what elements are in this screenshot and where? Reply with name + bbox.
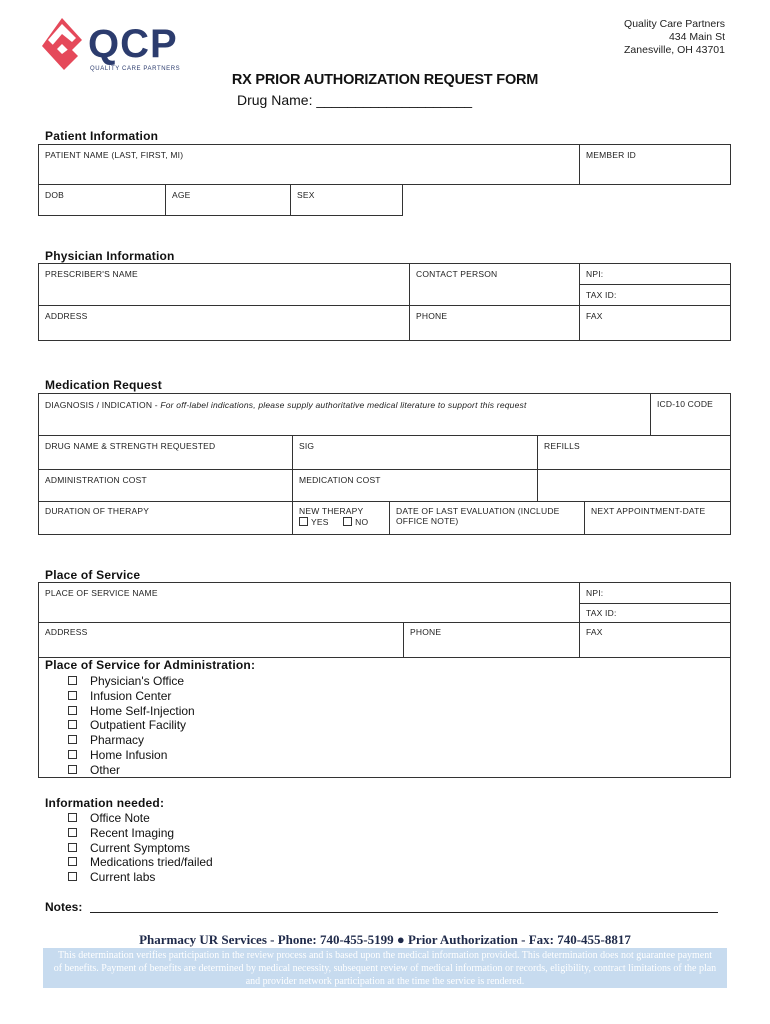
diagnosis-note: For off-label indications, please supply authoritative medical literature to support this request bbox=[160, 400, 527, 410]
drug-strength-field[interactable]: DRUG NAME & STRENGTH REQUESTED bbox=[45, 441, 216, 451]
place-address-field[interactable]: ADDRESS bbox=[45, 627, 88, 637]
administration-options-list bbox=[68, 674, 195, 778]
prescriber-name-field[interactable]: PRESCRIBER'S NAME bbox=[45, 269, 138, 279]
option-label: Outpatient Facility bbox=[90, 718, 187, 733]
notes-field[interactable] bbox=[90, 912, 718, 913]
physicians-office-checkbox[interactable] bbox=[68, 676, 77, 685]
medication-heading: Medication Request bbox=[45, 378, 162, 392]
address-line-2: 434 Main St bbox=[668, 31, 725, 43]
place-of-service-name-field[interactable]: PLACE OF SERVICE NAME bbox=[45, 588, 158, 598]
list-item bbox=[68, 674, 195, 689]
infusion-center-checkbox[interactable] bbox=[68, 691, 77, 700]
option-label: Home Self-Injection bbox=[90, 703, 195, 718]
patient-table-row2 bbox=[38, 184, 403, 216]
physician-phone-field[interactable]: PHONE bbox=[416, 311, 448, 321]
item-label: Office Note bbox=[90, 811, 150, 825]
member-id-field[interactable]: MEMBER ID bbox=[586, 150, 636, 160]
physician-fax-field[interactable]: FAX bbox=[586, 311, 603, 321]
new-therapy-label: NEW THERAPY bbox=[299, 506, 364, 516]
list-item bbox=[68, 870, 213, 885]
icd10-field[interactable]: ICD-10 CODE bbox=[657, 399, 714, 409]
administration-cost-field[interactable]: ADMINISTRATION COST bbox=[45, 475, 147, 485]
new-therapy-yes-checkbox[interactable] bbox=[299, 517, 308, 526]
new-therapy-group bbox=[293, 502, 374, 532]
dob-field[interactable]: DOB bbox=[45, 190, 65, 200]
patient-heading: Patient Information bbox=[45, 129, 159, 143]
list-item bbox=[68, 855, 213, 870]
item-label: Current labs bbox=[90, 870, 156, 885]
list-item bbox=[68, 704, 195, 719]
list-item bbox=[68, 841, 213, 856]
physician-heading: Physician Information bbox=[45, 249, 175, 263]
address-line-3: Zanesville, OH 43701 bbox=[624, 44, 725, 56]
option-label: Pharmacy bbox=[90, 733, 145, 748]
patient-name-field[interactable]: PATIENT NAME (LAST, FIRST, MI) bbox=[45, 150, 184, 160]
duration-field[interactable]: DURATION OF THERAPY bbox=[45, 506, 150, 516]
medication-cost-field[interactable]: MEDICATION COST bbox=[299, 475, 381, 485]
outpatient-facility-checkbox[interactable] bbox=[68, 720, 77, 729]
medications-tried-checkbox[interactable] bbox=[68, 857, 77, 866]
diagnosis-label: DIAGNOSIS / INDICATION - bbox=[45, 400, 161, 410]
place-of-service-heading: Place of Service bbox=[45, 568, 141, 582]
physician-address-field[interactable]: ADDRESS bbox=[45, 311, 88, 321]
sex-field[interactable]: SEX bbox=[297, 190, 315, 200]
logo-tagline: QUALITY CARE PARTNERS bbox=[90, 66, 181, 72]
home-infusion-checkbox[interactable] bbox=[68, 750, 77, 759]
patient-table-row1 bbox=[38, 144, 731, 185]
physician-npi-field[interactable]: NPI: bbox=[586, 269, 604, 279]
medication-table bbox=[38, 393, 731, 535]
logo-diamond-icon bbox=[42, 18, 86, 70]
recent-imaging-checkbox[interactable] bbox=[68, 828, 77, 837]
home-self-injection-checkbox[interactable] bbox=[68, 706, 77, 715]
pharmacy-checkbox[interactable] bbox=[68, 735, 77, 744]
form-title: RX PRIOR AUTHORIZATION REQUEST FORM bbox=[231, 72, 539, 88]
current-symptoms-checkbox[interactable] bbox=[68, 843, 77, 852]
next-appointment-field[interactable]: NEXT APPOINTMENT-DATE bbox=[591, 506, 706, 516]
footer-contact: Pharmacy UR Services - Phone: 740-455-5199 ● Prior Authorization - Fax: 740-455-8817 bbox=[139, 932, 631, 947]
last-evaluation-field[interactable]: DATE OF LAST EVALUATION (INCLUDE OFFICE NOTE) bbox=[396, 506, 560, 526]
list-item bbox=[68, 718, 195, 733]
list-item bbox=[68, 733, 195, 748]
no-label: NO bbox=[355, 517, 369, 527]
contact-person-field[interactable]: CONTACT PERSON bbox=[416, 269, 498, 279]
notes-label: Notes: bbox=[45, 900, 83, 914]
option-label: Physician's Office bbox=[90, 674, 185, 688]
list-item bbox=[68, 689, 195, 704]
logo-letters: QCP bbox=[88, 22, 178, 66]
disclaimer-text: This determination verifies participation in the review process and is based upon the medical information provided. This determination does not guarantee payment of benefits. Payment of benefits are determined by medical necessity, subsequent review of medical information or records, eligibility, contract limitations of the plan and provider network participation at the time the service is rendered. bbox=[43, 948, 727, 988]
other-checkbox[interactable] bbox=[68, 765, 77, 774]
information-needed-list bbox=[68, 811, 213, 885]
option-label: Infusion Center bbox=[90, 688, 172, 703]
item-label: Medications tried/failed bbox=[90, 855, 213, 870]
administration-heading: Place of Service for Administration: bbox=[45, 658, 256, 672]
qcp-logo bbox=[42, 18, 192, 74]
new-therapy-no-checkbox[interactable] bbox=[343, 517, 352, 526]
physician-table bbox=[38, 263, 731, 341]
place-phone-field[interactable]: PHONE bbox=[410, 627, 442, 637]
drug-name-field[interactable]: Drug Name: ____________________ bbox=[237, 92, 473, 108]
sig-field[interactable]: SIG bbox=[299, 441, 315, 451]
physician-tax-id-field[interactable]: TAX ID: bbox=[586, 290, 617, 300]
list-item bbox=[68, 811, 213, 826]
place-npi-field[interactable]: NPI: bbox=[586, 588, 604, 598]
item-label: Recent Imaging bbox=[90, 825, 175, 840]
option-label: Home Infusion bbox=[90, 747, 168, 762]
company-address bbox=[624, 18, 725, 57]
office-note-checkbox[interactable] bbox=[68, 813, 77, 822]
current-labs-checkbox[interactable] bbox=[68, 872, 77, 881]
diagnosis-field[interactable] bbox=[39, 396, 649, 414]
list-item bbox=[68, 748, 195, 763]
item-label: Current Symptoms bbox=[90, 840, 191, 855]
yes-label: YES bbox=[311, 517, 329, 527]
place-fax-field[interactable]: FAX bbox=[586, 627, 603, 637]
list-item bbox=[68, 826, 213, 841]
place-tax-id-field[interactable]: TAX ID: bbox=[586, 608, 617, 618]
list-item bbox=[68, 763, 195, 778]
information-needed-heading: Information needed: bbox=[45, 796, 165, 810]
age-field[interactable]: AGE bbox=[172, 190, 191, 200]
option-label: Other bbox=[90, 762, 121, 777]
refills-field[interactable]: REFILLS bbox=[544, 441, 580, 451]
address-line-1: Quality Care Partners bbox=[624, 18, 725, 30]
